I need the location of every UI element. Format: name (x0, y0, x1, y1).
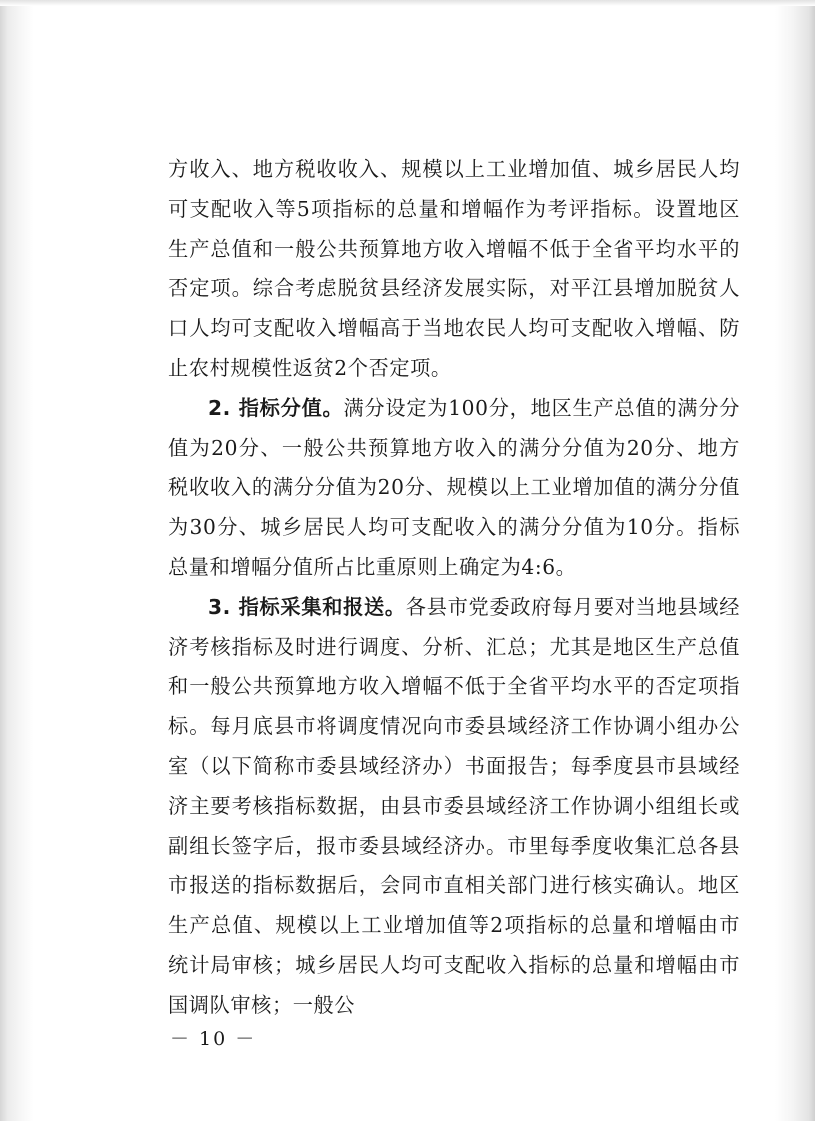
section-text-indicator-collection: 各县市党委政府每月要对当地县域经济考核指标及时进行调度、分析、汇总；尤其是地区生产总值和一般公共预算地方收入增幅不低于全省平均水平的否定项指标。每月底县市将调度情况向市委县域经济工作协调小组办公室（以下简称市委县域经济办）书面报告；每季度县市县域经济主要考核指标数据，由县市委县域经济工作协调小组组长或副组长签字后，报市委县域经济办。市里每季度收集汇总各县市报送的指标数据后，会同市直相关部门进行核实确认。地区生产总值、规模以上工业增加值等2项指标的总量和增幅由市统计局审核；城乡居民人均可支配收入指标的总量和增幅由市国调队审核；一般公 (168, 594, 740, 1017)
scan-edge-right (775, 0, 815, 1121)
page-number: － 10 － (170, 1028, 257, 1050)
scan-edge-top (0, 0, 815, 6)
paragraph-indicator-collection (168, 588, 740, 1026)
paragraph-continuation: 方收入、地方税收收入、规模以上工业增加值、城乡居民人均可支配收入等5项指标的总量和增幅作为考评指标。设置地区生产总值和一般公共预算地方收入增幅不低于全省平均水平的否定项。综合考虑脱贫县经济发展实际，对平江县增加脱贫人口人均可支配收入增幅高于当地农民人均可支配收入增幅、防止农村规模性返贫2个否定项。 (168, 157, 740, 380)
section-heading-indicator-scores: 2. 指标分值。 (208, 395, 344, 420)
section-heading-indicator-collection: 3. 指标采集和报送。 (208, 594, 406, 619)
document-body (168, 150, 740, 1026)
scan-edge-left (0, 0, 34, 1121)
paragraph-indicator-scores (168, 389, 740, 588)
section-text-indicator-scores: 满分设定为100分，地区生产总值的满分分值为20分、一般公共预算地方收入的满分分值为20分、地方税收收入的满分分值为20分、规模以上工业增加值的满分分值为30分、城乡居民人均可支配收入的满分分值为10分。指标总量和增幅分值所占比重原则上确定为4:6。 (168, 395, 740, 579)
